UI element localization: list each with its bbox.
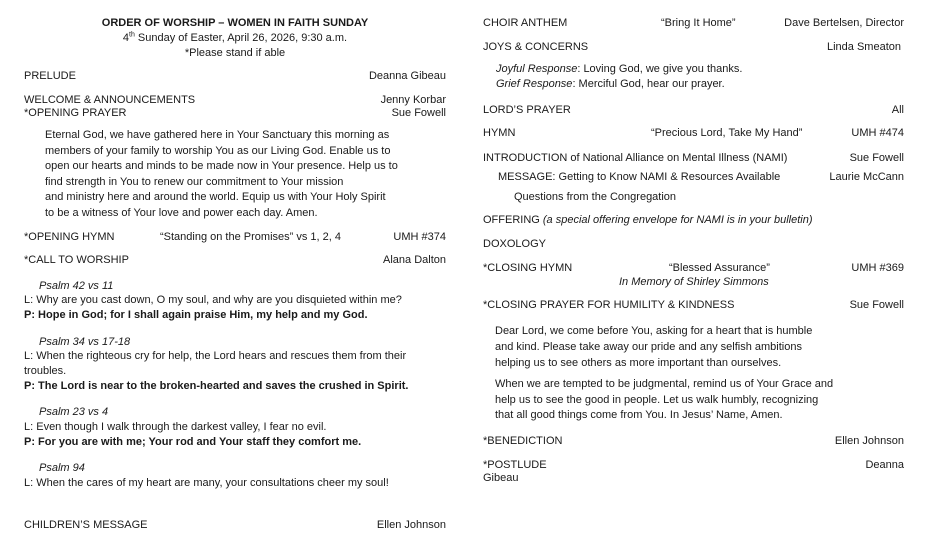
hymn-number: UMH #474 (851, 127, 904, 139)
doxology-label: DOXOLOGY (483, 238, 546, 250)
opening-hymn-title: “Standing on the Promises” vs 1, 2, 4 (160, 231, 341, 243)
postlude-person: Deanna (865, 459, 904, 471)
hymn-title: “Precious Lord, Take My Hand” (651, 127, 803, 139)
psalm-leader-line: L: When the righteous cry for help, the Lord hears and rescues them from their (24, 350, 407, 362)
psalm-ref: Psalm 94 (39, 462, 85, 474)
psalm-ref: Psalm 23 vs 4 (39, 406, 109, 418)
opening-hymn-number: UMH #374 (393, 231, 446, 243)
message-label: MESSAGE: Getting to Know NAMI & Resources Available (498, 171, 781, 183)
closing-hymn-title: “Blessed Assurance” (669, 262, 770, 274)
questions-line: Questions from the Congregation (514, 191, 677, 203)
nami-intro-person: Sue Fowell (849, 152, 904, 164)
service-date: 4th Sunday of Easter, April 26, 2026, 9:30 a.m. (122, 31, 348, 44)
psalm-leader-line: L: When the cares of my heart are many, your consultations cheer my soul! (24, 477, 389, 489)
offering-line: OFFERING (a special offering envelope for NAMI is in your bulletin) (483, 214, 813, 226)
benediction-person: Ellen Johnson (834, 435, 904, 447)
hymn-label: HYMN (483, 127, 516, 139)
childrens-message-label: CHILDREN’S MESSAGE (24, 519, 148, 531)
closing-prayer-label: *CLOSING PRAYER FOR HUMILITY & KINDNESS (483, 299, 735, 311)
closing-prayer-paragraph-2: When we are tempted to be judgmental, remind us of Your Grace and help us to see the good in people. Let us walk humbly, recognizing that all good things come from You. In Jesus’ Name, Amen. (495, 378, 834, 421)
choir-anthem-person: Dave Bertelsen, Director (784, 17, 904, 29)
call-to-worship-person: Alana Dalton (383, 254, 446, 266)
childrens-message-person: Ellen Johnson (376, 519, 446, 531)
closing-prayer-person: Sue Fowell (849, 299, 904, 311)
lords-prayer-person: All (891, 104, 904, 116)
closing-hymn-memory: In Memory of Shirley Simmons (619, 276, 769, 288)
psalm-leader-line: L: Even though I walk through the darkest valley, I fear no evil. (24, 421, 327, 433)
welcome-label: WELCOME & ANNOUNCEMENTS (24, 94, 196, 106)
opening-prayer-text: Eternal God, we have gathered here in Your Sanctuary this morning as members of your family to worship You as our Living God. Enable us to open our hearts and minds to be made now in Your presence. Help us to find strength in You to renew our commitment to Your mission and ministry here and around the world. Equip us with Your Holy Spirit to be a witness of Your love and power each day. Amen. (45, 129, 398, 219)
psalm-leader-line: L: Why are you cast down, O my soul, and why are you disquieted within me? (24, 294, 402, 306)
postlude-label: *POSTLUDE (483, 459, 547, 471)
choir-anthem-title: “Bring It Home” (661, 17, 736, 29)
prelude-person: Deanna Gibeau (368, 70, 446, 82)
psalm-people-line: P: Hope in God; for I shall again praise Him, my help and my God. (24, 309, 368, 321)
postlude-person-cont: Gibeau (483, 472, 519, 484)
stand-note: *Please stand if able (184, 47, 286, 59)
joys-concerns-label: JOYS & CONCERNS (483, 41, 589, 53)
choir-anthem-label: CHOIR ANTHEM (483, 17, 568, 29)
opening-hymn-label: *OPENING HYMN (24, 231, 115, 243)
psalm-people-line: P: The Lord is near to the broken-hearted and saves the crushed in Spirit. (24, 380, 409, 392)
lords-prayer-label: LORD’S PRAYER (483, 104, 571, 116)
joys-concerns-person: Linda Smeaton (827, 41, 901, 53)
closing-prayer-paragraph-1: Dear Lord, we come before You, asking for a heart that is humble and kind. Please take away our pride and any selfish ambitions helping us to see others as more important than ourselves. (495, 325, 813, 369)
grief-response: Grief Response: Merciful God, hear our prayer. (496, 78, 725, 90)
nami-intro-label: INTRODUCTION of National Alliance on Mental Illness (NAMI) (483, 152, 788, 164)
prelude-label: PRELUDE (24, 70, 76, 82)
opening-prayer-person: Sue Fowell (391, 107, 446, 119)
closing-hymn-label: *CLOSING HYMN (483, 262, 573, 274)
psalm-leader-line-cont: troubles. (24, 365, 67, 377)
welcome-person: Jenny Korbar (380, 94, 446, 106)
opening-prayer-label: *OPENING PRAYER (24, 107, 127, 119)
psalm-people-line: P: For you are with me; Your rod and Your staff they comfort me. (24, 436, 362, 448)
message-person: Laurie McCann (829, 171, 904, 183)
closing-hymn-number: UMH #369 (851, 262, 904, 274)
benediction-label: *BENEDICTION (483, 435, 563, 447)
psalm-ref: Psalm 42 vs 11 (39, 280, 114, 292)
joyful-response: Joyful Response: Loving God, we give you thanks. (496, 63, 743, 75)
call-to-worship-label: *CALL TO WORSHIP (24, 254, 129, 266)
psalm-ref: Psalm 34 vs 17-18 (39, 336, 131, 348)
page-title: ORDER OF WORSHIP – WOMEN IN FAITH SUNDAY (101, 17, 369, 29)
